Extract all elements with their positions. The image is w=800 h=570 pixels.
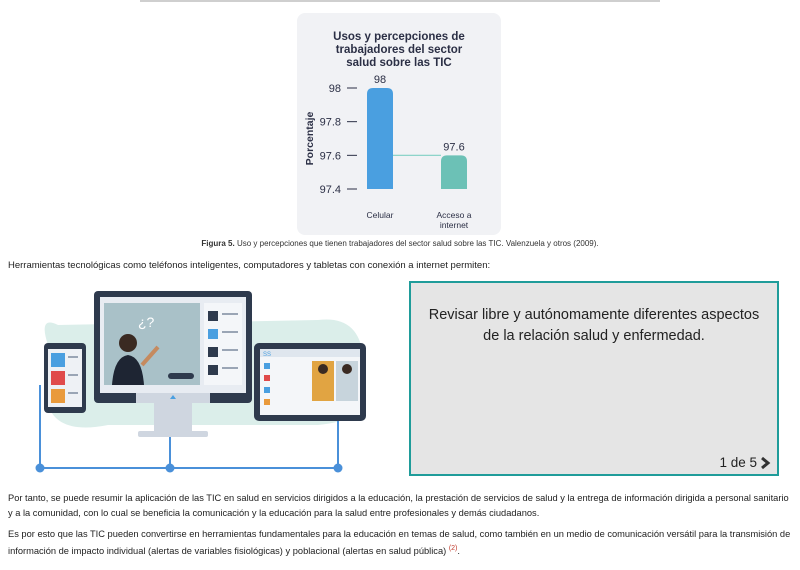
network-node-icon [36, 464, 45, 473]
figure-caption-label: Figura 5. [201, 239, 235, 248]
bar-chart [297, 13, 501, 235]
chart-card [297, 13, 501, 235]
chart-data-label: 98 [373, 74, 387, 86]
carousel-slide-text: Revisar libre y autónomamente diferentes aspectos de la relación salud y enfermedad. [428, 307, 760, 344]
citation-link[interactable]: (2) [448, 544, 458, 552]
carousel-next-button[interactable] [719, 455, 771, 470]
paragraph-conclusion-end: . [457, 545, 460, 556]
chart-y-axis-label: Porcentaje [304, 111, 316, 166]
network-node-icon [334, 464, 343, 473]
chart-y-tick-label: 97.4 [319, 184, 341, 196]
chart-x-tick-label: Celular [366, 210, 394, 220]
chart-bar [441, 155, 467, 189]
network-node-icon [166, 464, 175, 473]
chart-y-tick-label: 97.6 [319, 150, 341, 163]
phone-icon [44, 343, 86, 413]
chart-title-line: trabajadores del sector [335, 44, 463, 56]
chart-bar [367, 88, 393, 189]
chart-y-tick-label: 98 [328, 83, 341, 95]
chart-y-tick-label: 97.8 [319, 116, 341, 129]
intro-text: Herramientas tecnológicas como teléfonos inteligentes, computadores y tabletas con conexión a internet permiten: [8, 260, 491, 271]
svg-text:¿?: ¿? [138, 314, 155, 330]
figure-caption-text: Uso y percepciones que tienen trabajadores del sector salud sobre las TIC. Valenzuela y otros (2009). [234, 239, 599, 248]
tablet-icon [254, 343, 366, 421]
paragraph-summary: Por tanto, se puede resumir la aplicación de las TIC en salud en servicios dirigidos a la educación, la prestación de servicios de salud y la entrega de información dirigida a personal sanitario y a la comunidad, con lo cual se beneficia la comunicación y la educación para la salud entre profesionales y demás ciudadanos. [8, 493, 789, 518]
carousel-counter: 1 de 5 [719, 455, 757, 470]
top-divider [140, 0, 660, 2]
carousel[interactable] [409, 281, 779, 476]
paragraph-conclusion [8, 527, 792, 558]
figure-caption [0, 239, 800, 248]
chart-title-line: salud sobre las TIC [346, 57, 452, 69]
devices-illustration [18, 285, 380, 475]
chevron-right-icon[interactable] [759, 456, 771, 470]
chart-x-tick-label: internet [439, 220, 469, 230]
chart-x-tick-label: Acceso a [436, 210, 472, 220]
chart-title-line: Usos y percepciones de [333, 31, 465, 43]
chart-data-label: 97.6 [443, 141, 465, 154]
paragraph-conclusion-text: Es por esto que las TIC pueden convertirse en herramientas fundamentales para la educación en temas de salud, como también en un medio de comunicación versátil para la transmisión de información de impacto individual (alertas de variables fisiológicas) y poblacional (alertas en salud pública) [8, 529, 791, 556]
svg-text:SS: SS [263, 352, 272, 358]
